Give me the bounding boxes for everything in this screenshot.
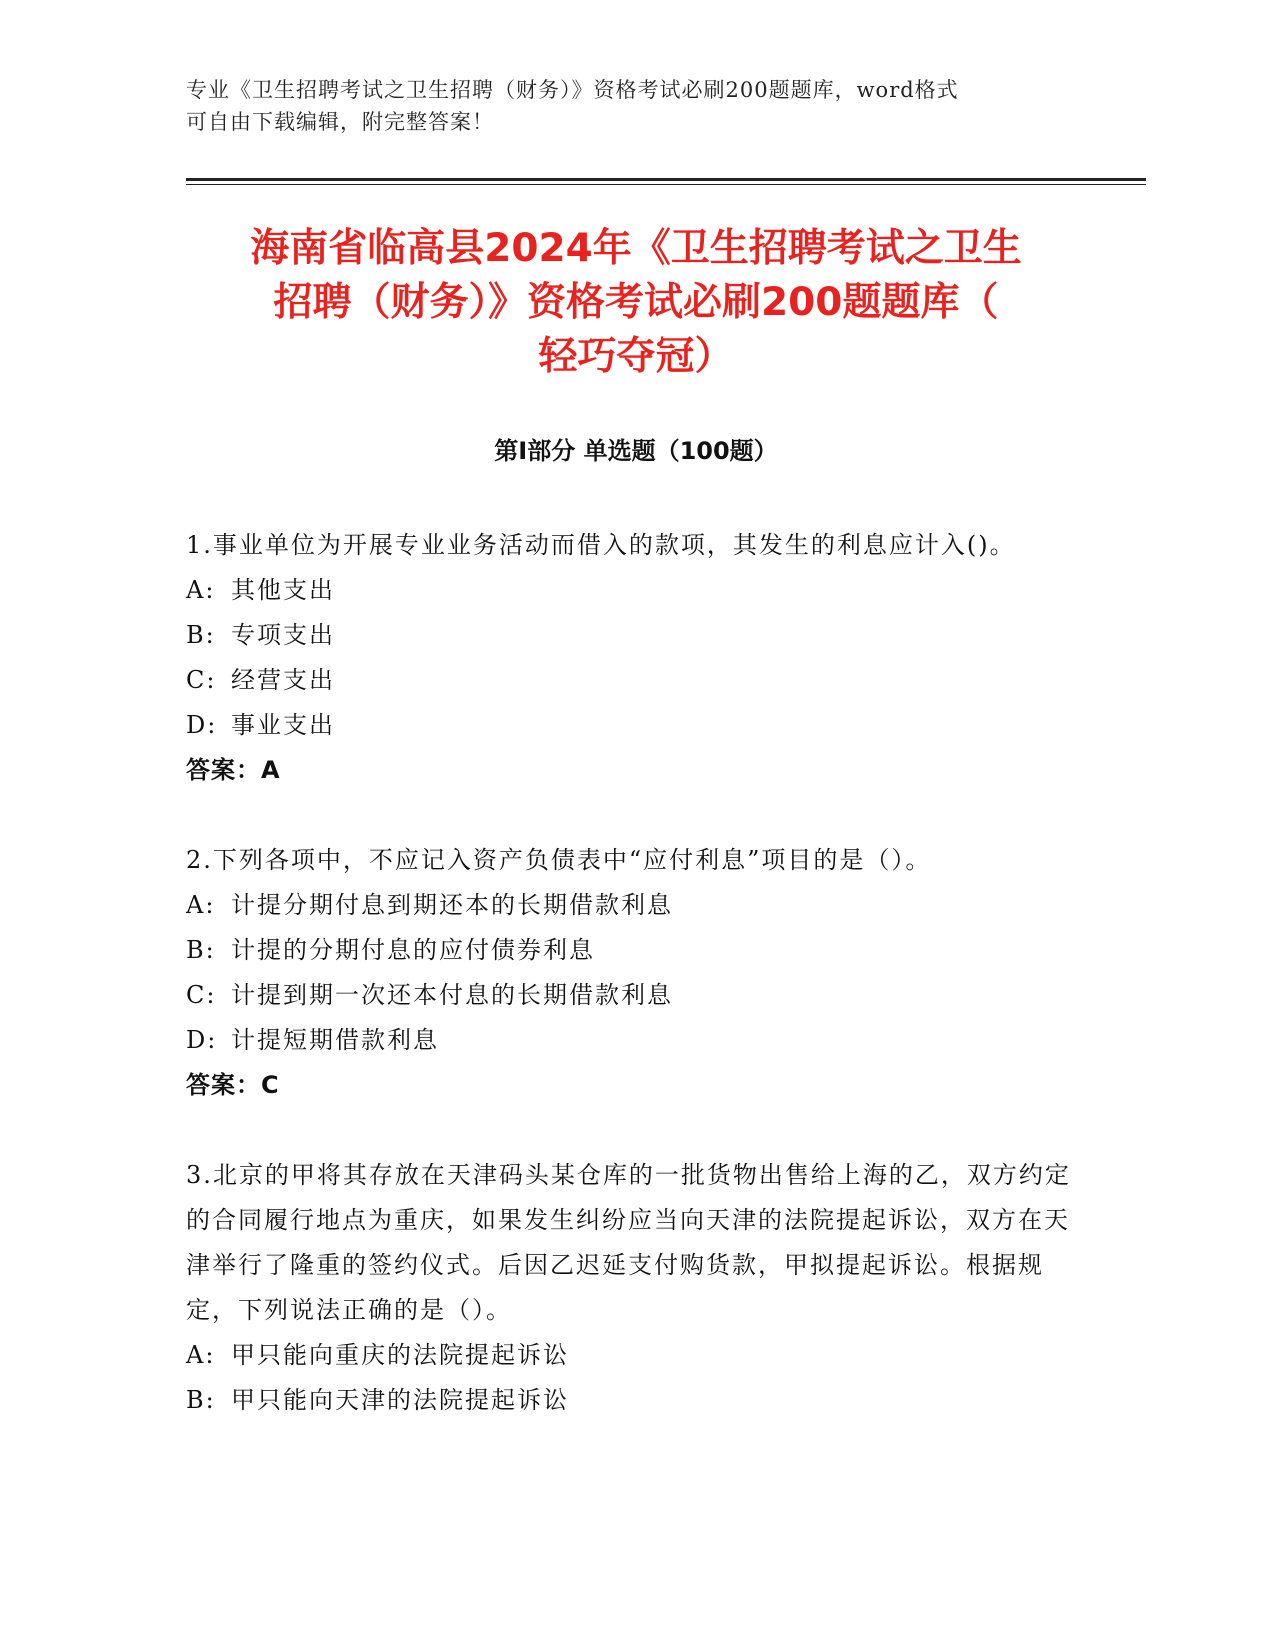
question-list xyxy=(186,523,1086,1468)
option-key: B: xyxy=(186,1386,216,1414)
option-key: A: xyxy=(186,576,216,604)
answer: 答案：C xyxy=(186,1071,280,1099)
option-text: 专项支出 xyxy=(231,621,335,649)
option-b xyxy=(186,1378,1086,1423)
header-note-line-1: 专业《卫生招聘考试之卫生招聘（财务）》资格考试必刷200题题库，word格式 xyxy=(186,78,959,102)
option-c xyxy=(186,658,1086,703)
header-divider-thick xyxy=(186,178,1146,181)
question-3 xyxy=(186,1153,1086,1423)
option-d xyxy=(186,1018,1086,1063)
option-key: D: xyxy=(186,711,218,739)
option-c xyxy=(186,973,1086,1018)
answer: 答案：A xyxy=(186,756,281,784)
option-key: C: xyxy=(186,981,217,1009)
header-divider-thin xyxy=(186,184,1146,185)
option-b xyxy=(186,928,1086,973)
document-title-line-1: 海南省临高县2024年《卫生招聘考试之卫生 xyxy=(250,226,1022,271)
option-text: 甲只能向重庆的法院提起诉讼 xyxy=(231,1341,569,1369)
header-note xyxy=(186,74,1086,138)
question-text: 1.事业单位为开展专业业务活动而借入的款项，其发生的利息应计入()。 xyxy=(186,531,1016,559)
option-key: C: xyxy=(186,666,217,694)
option-d xyxy=(186,703,1086,748)
option-text: 其他支出 xyxy=(231,576,335,604)
option-b xyxy=(186,613,1086,658)
question-text: 3.北京的甲将其存放在天津码头某仓库的一批货物出售给上海的乙，双方约定的合同履行地点为重庆，如果发生纠纷应当向天津的法院提起诉讼，双方在天津举行了隆重的签约仪式。后因乙迟延支付购货款，甲拟提起诉讼。根据规定，下列说法正确的是（）。 xyxy=(186,1161,1071,1324)
option-key: D: xyxy=(186,1026,218,1054)
option-a xyxy=(186,1333,1086,1378)
question-1 xyxy=(186,523,1086,793)
option-key: B: xyxy=(186,936,216,964)
option-text: 经营支出 xyxy=(231,666,335,694)
document-title-line-3: 轻巧夺冠） xyxy=(538,334,734,379)
option-a xyxy=(186,883,1086,928)
option-text: 计提分期付息到期还本的长期借款利息 xyxy=(231,891,673,919)
document-title-line-2: 招聘（财务）》资格考试必刷200题题库（ xyxy=(273,280,999,325)
header-note-line-2: 可自由下载编辑，附完整答案！ xyxy=(186,110,494,134)
option-text: 计提到期一次还本付息的长期借款利息 xyxy=(231,981,673,1009)
option-a xyxy=(186,568,1086,613)
option-text: 甲只能向天津的法院提起诉讼 xyxy=(231,1386,569,1414)
option-text: 计提短期借款利息 xyxy=(231,1026,439,1054)
question-2 xyxy=(186,838,1086,1108)
option-key: A: xyxy=(186,1341,216,1369)
option-key: A: xyxy=(186,891,216,919)
option-text: 事业支出 xyxy=(231,711,335,739)
option-key: B: xyxy=(186,621,216,649)
option-text: 计提的分期付息的应付债券利息 xyxy=(231,936,595,964)
section-title: 第Ⅰ部分 单选题（100题） xyxy=(494,437,778,465)
question-text: 2.下列各项中，不应记入资产负债表中“应付利息”项目的是（）。 xyxy=(186,846,932,874)
document-title xyxy=(186,222,1086,384)
